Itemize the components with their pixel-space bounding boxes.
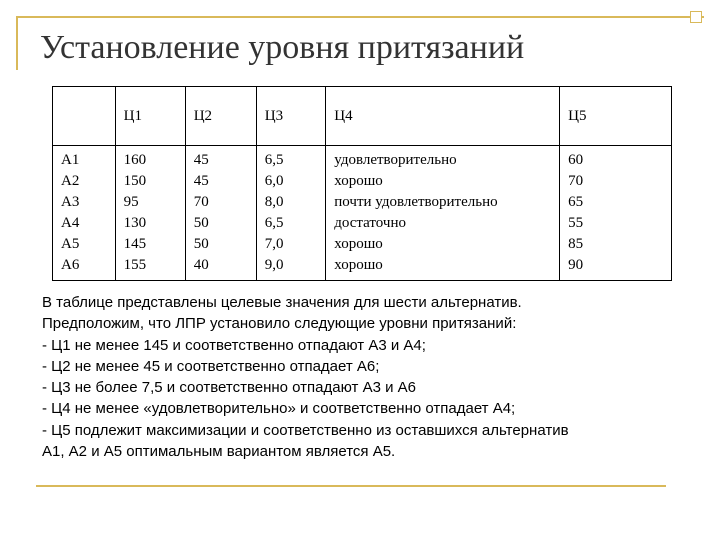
header-cell-c2: Ц2 bbox=[185, 87, 256, 146]
cell-value: хорошо bbox=[334, 173, 383, 189]
cell-value: 7,0 bbox=[264, 236, 284, 252]
description-line: - Ц3 не более 7,5 и соответственно отпадают А3 и А6 bbox=[42, 379, 416, 397]
cell-value: 150 bbox=[123, 173, 147, 189]
cell-value: 130 bbox=[123, 215, 147, 231]
description-line: - Ц2 не менее 45 и соответственно отпадает А6; bbox=[42, 357, 380, 375]
cell-value: 6,5 bbox=[264, 152, 284, 168]
table-header-row bbox=[53, 87, 672, 146]
header-cell-c4: Ц4 bbox=[326, 87, 560, 146]
cell-value: 6,5 bbox=[264, 215, 284, 231]
description-line: - Ц4 не менее «удовлетворительно» и соответственно отпадает А4; bbox=[42, 400, 516, 418]
cell-value: хорошо bbox=[334, 236, 383, 252]
cell-value: 50 bbox=[193, 236, 209, 252]
cell-value: 70 bbox=[193, 194, 209, 210]
cell-value: А1 bbox=[61, 152, 80, 168]
cell-value: 55 bbox=[568, 215, 584, 231]
cell-value: А2 bbox=[61, 173, 80, 189]
cell-value: А5 bbox=[61, 236, 80, 252]
cell-value: почти удовлетворительно bbox=[334, 194, 498, 210]
header-cell-c1: Ц1 bbox=[115, 87, 185, 146]
description-line: А1, А2 и А5 оптимальным вариантом является А5. bbox=[42, 443, 396, 461]
cell-value: 95 bbox=[123, 194, 139, 210]
cell-value: 6,0 bbox=[264, 173, 284, 189]
cell-value: А6 bbox=[61, 257, 80, 273]
cell-value: 40 bbox=[193, 257, 209, 273]
cell-value: 45 bbox=[193, 173, 209, 189]
frame-left-line bbox=[16, 16, 18, 70]
slide-title: Установление уровня притязаний bbox=[40, 29, 525, 66]
target-values-table bbox=[52, 86, 672, 281]
c2-values-cell bbox=[185, 146, 256, 281]
cell-value: удовлетворительно bbox=[334, 152, 457, 168]
frame-corner-square bbox=[690, 11, 702, 23]
description-line: Предположим, что ЛПР установило следующие уровни притязаний: bbox=[42, 315, 517, 333]
cell-value: хорошо bbox=[334, 257, 383, 273]
header-cell-c5: Ц5 bbox=[560, 87, 672, 146]
cell-value: 65 bbox=[568, 194, 584, 210]
c1-values-cell bbox=[115, 146, 185, 281]
description-line: - Ц1 не менее 145 и соответственно отпадают А3 и А4; bbox=[42, 336, 426, 354]
table-row bbox=[53, 146, 672, 281]
cell-value: А3 bbox=[61, 194, 80, 210]
alternatives-cell bbox=[53, 146, 116, 281]
header-cell-c3: Ц3 bbox=[256, 87, 325, 146]
c3-values-cell bbox=[256, 146, 325, 281]
cell-value: 155 bbox=[123, 257, 147, 273]
cell-value: 9,0 bbox=[264, 257, 284, 273]
cell-value: 8,0 bbox=[264, 194, 284, 210]
cell-value: достаточно bbox=[334, 215, 406, 231]
cell-value: А4 bbox=[61, 215, 80, 231]
frame-bottom-line bbox=[36, 485, 666, 487]
cell-value: 160 bbox=[123, 152, 147, 168]
cell-value: 90 bbox=[568, 257, 584, 273]
c4-values-cell bbox=[326, 146, 560, 281]
cell-value: 70 bbox=[568, 173, 584, 189]
description-text bbox=[42, 292, 702, 462]
description-line: - Ц5 подлежит максимизации и соответственно из оставшихся альтернатив bbox=[42, 421, 569, 439]
cell-value: 50 bbox=[193, 215, 209, 231]
cell-value: 145 bbox=[123, 236, 147, 252]
header-cell-empty bbox=[53, 87, 116, 146]
cell-value: 60 bbox=[568, 152, 584, 168]
cell-value: 85 bbox=[568, 236, 584, 252]
description-line: В таблице представлены целевые значения для шести альтернатив. bbox=[42, 294, 522, 311]
frame-top-line bbox=[16, 16, 704, 18]
c5-values-cell bbox=[560, 146, 672, 281]
cell-value: 45 bbox=[193, 152, 209, 168]
